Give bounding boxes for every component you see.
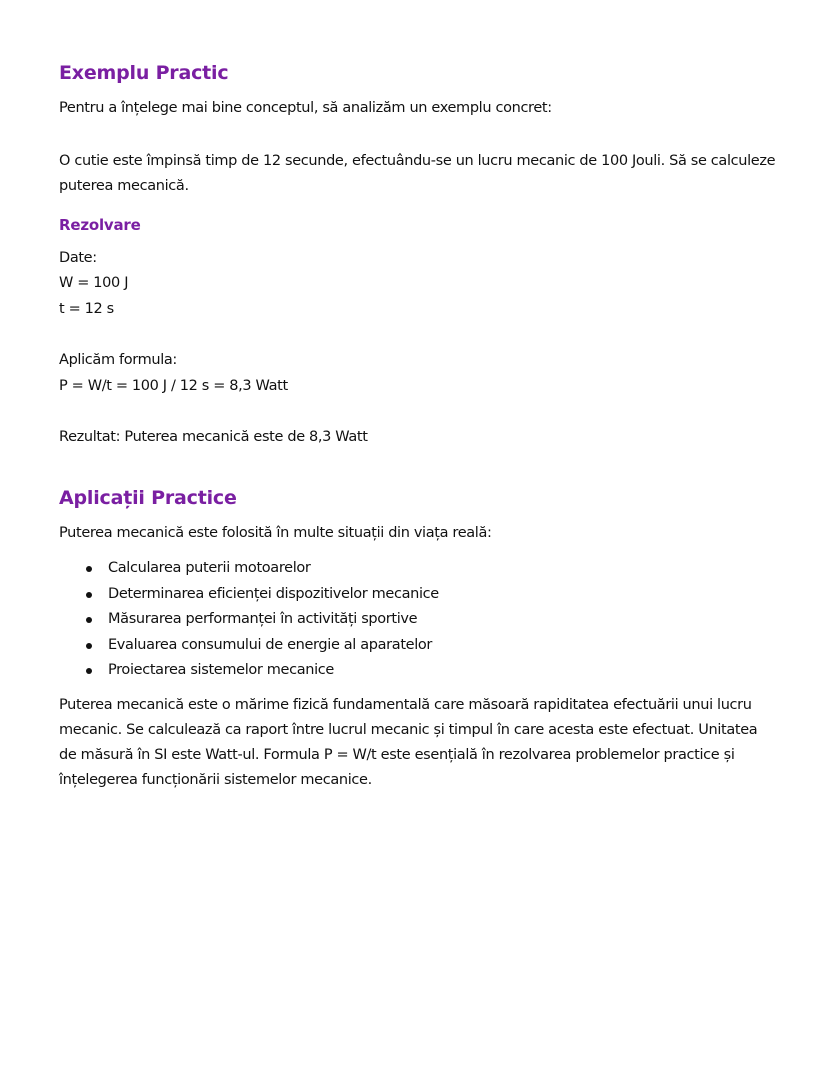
list-item [59,582,439,608]
apply-label: Aplicăm formula: [59,352,177,368]
data-time: t = 12 s [59,301,114,317]
list-item [59,556,439,582]
result: Rezultat: Puterea mecanică este de 8,3 Watt [59,429,368,445]
applications-heading: Aplicații Practice [59,487,237,509]
bullet-icon [86,617,92,623]
bullet-icon [86,566,92,572]
list-item [59,658,439,684]
applications-list [59,556,439,684]
list-item-text: Determinarea eficienței dispozitivelor mecanice [108,585,439,602]
bullet-icon [86,643,92,649]
example-problem: O cutie este împinsă timp de 12 secunde, efectuându-se un lucru mecanic de 100 Jouli. Să se calculeze puterea mecanică. [59,153,776,194]
conclusion-paragraph: Puterea mecanică este o mărime fizică fundamentală care măsoară rapiditatea efectuării unui lucru mecanic. Se calculează ca raport între lucrul mecanic și timpul în care acesta este efectuat. Unitatea de măsură în SI este Watt-ul. Formula P = W/t este esențială în rezolvarea problemelor practice și înțelegerea funcționării sistemelor mecanice. [59,697,758,788]
example-heading: Exemplu Practic [59,62,229,84]
formula: P = W/t = 100 J / 12 s = 8,3 Watt [59,378,288,394]
list-item-text: Calcularea puterii motoarelor [108,560,311,576]
bullet-icon [86,668,92,674]
list-item [59,607,439,633]
list-item-text: Evaluarea consumului de energie al aparatelor [108,636,433,653]
example-intro: Pentru a înțelege mai bine conceptul, să analizăm un exemplu concret: [59,100,552,116]
applications-intro: Puterea mecanică este folosită în multe situații din viața reală: [59,525,492,541]
list-item-text: Măsurarea performanței în activități sportive [108,611,418,627]
list-item [59,633,439,659]
list-item-text: Proiectarea sistemelor mecanice [108,662,334,678]
bullet-icon [86,592,92,598]
data-work: W = 100 J [59,275,129,291]
data-label: Date: [59,250,97,266]
solution-heading: Rezolvare [59,216,141,234]
